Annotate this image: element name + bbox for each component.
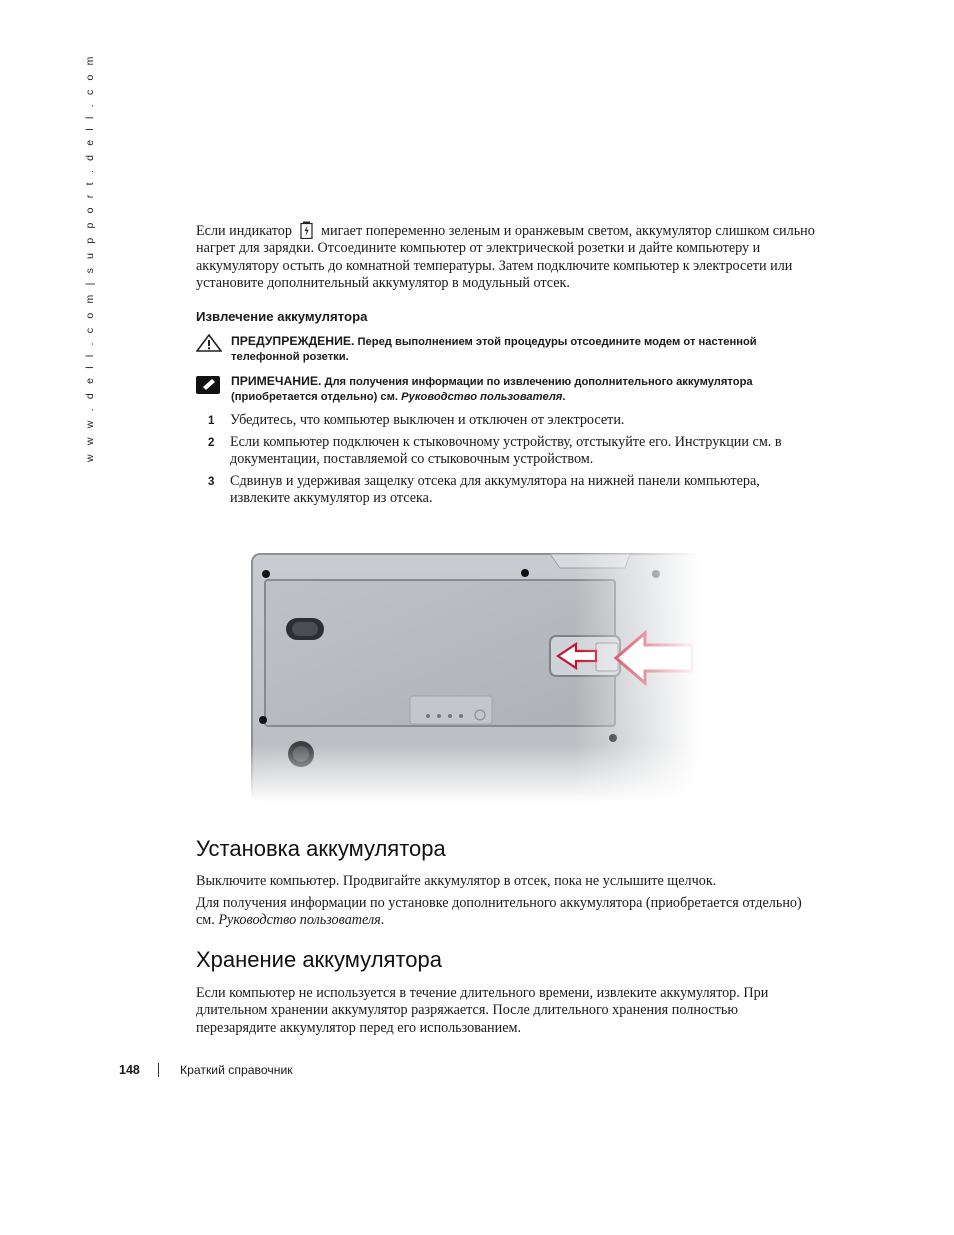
battery-removal-illustration bbox=[250, 540, 700, 802]
step-item bbox=[196, 473, 816, 508]
step-text: Если компьютер подключен к стыковочному устройству, отстыкуйте его. Инструкции см. в документации, поставляемой со стыковочным устройством. bbox=[230, 434, 782, 468]
step-text: Убедитесь, что компьютер выключен и отключен от электросети. bbox=[230, 412, 625, 428]
note-text: Для получения информации по извлечению дополнительного аккумулятора (приобретается отдельно) см. bbox=[231, 376, 753, 404]
install-paragraph-2 bbox=[196, 895, 816, 930]
note-end: . bbox=[562, 391, 566, 404]
intro-text-start: Если индикатор bbox=[196, 223, 292, 239]
battery-charging-icon bbox=[300, 221, 313, 239]
install-heading: Установка аккумулятора bbox=[196, 836, 446, 861]
intro-paragraph bbox=[196, 221, 816, 293]
footer-title: Краткий справочник bbox=[180, 1063, 293, 1077]
install-text-end: . bbox=[380, 912, 385, 929]
note-label: ПРИМЕЧАНИЕ. bbox=[231, 374, 322, 388]
note-notice bbox=[196, 374, 796, 406]
page-number: 148 bbox=[119, 1063, 140, 1077]
user-guide-reference: Руководство пользователя bbox=[218, 912, 381, 929]
note-pencil-icon bbox=[196, 376, 220, 399]
intro-text-end: мигает попеременно зеленым и оранжевым светом, аккумулятор слишком сильно нагрет для зарядки. Отсоедините компьютер от электрической розетки и дайте компьютеру и аккумулятору остыть до комнатной температуры. Затем подключите компьютер к электросети или установите дополнительный аккумулятор в модульный отсек. bbox=[196, 223, 815, 292]
install-paragraph-1: Выключите компьютер. Продвигайте аккумулятор в отсек, пока не услышите щелчок. bbox=[196, 873, 717, 889]
sidebar-url: w w w . d e l l . c o m | s u p p o r t . d e l l . c o m bbox=[84, 53, 96, 462]
removal-heading: Извлечение аккумулятора bbox=[196, 309, 368, 324]
storage-heading: Хранение аккумулятора bbox=[196, 947, 442, 972]
step-number: 2 bbox=[208, 437, 215, 449]
warning-notice bbox=[196, 334, 796, 366]
footer-divider bbox=[158, 1063, 159, 1077]
step-text: Сдвинув и удерживая защелку отсека для аккумулятора на нижней панели компьютера, извлеките аккумулятор из отсека. bbox=[230, 473, 760, 507]
install-text: Для получения информации по установке дополнительного аккумулятора (приобретается отдельно) см. bbox=[196, 895, 802, 929]
user-guide-reference: Руководство пользователя bbox=[401, 391, 563, 404]
step-number: 1 bbox=[208, 415, 215, 427]
warning-triangle-icon bbox=[196, 334, 222, 357]
storage-paragraph: Если компьютер не используется в течение длительного времени, извлеките аккумулятор. При длительном хранении аккумулятор разряжается. После длительного хранения полностью перезарядите аккумулятор перед его использованием. bbox=[196, 985, 769, 1036]
warning-text: Перед выполнением этой процедуры отсоедините модем от настенной телефонной розетки. bbox=[231, 336, 757, 364]
warning-label: ПРЕДУПРЕЖДЕНИЕ. bbox=[231, 334, 355, 348]
step-number: 3 bbox=[208, 476, 215, 488]
step-item bbox=[196, 412, 816, 429]
step-item bbox=[196, 434, 816, 469]
